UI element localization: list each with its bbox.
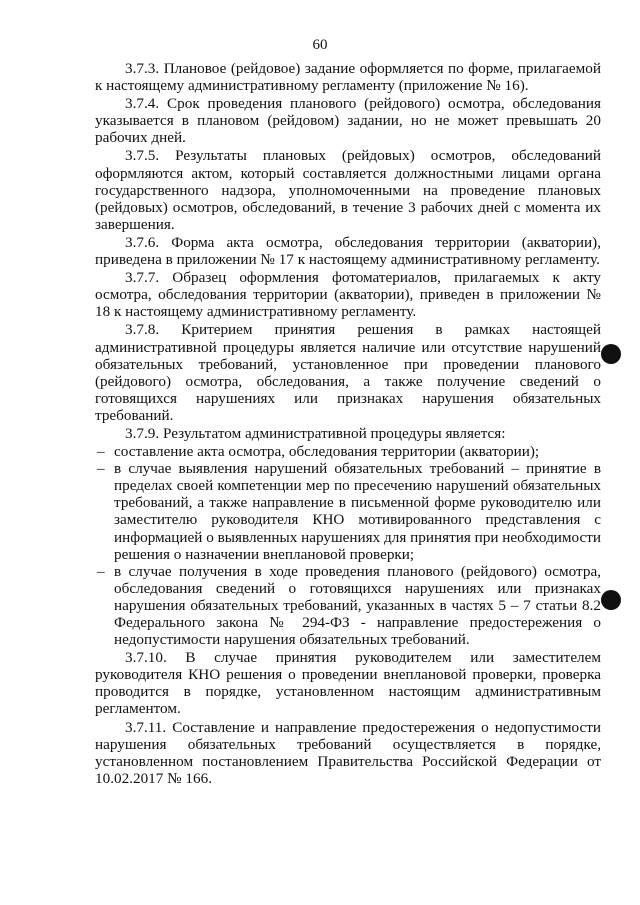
list-item: [95, 443, 601, 460]
list-item-text: в случае получения в ходе проведения планового (рейдового) осмотра, обследования сведений о готовящихся нарушениях или признаках нарушения обязательных требований, указанных в частях 5 – 7 статьи 8.2 Федерального закона № 294-ФЗ - направление предостережения о недопустимости нарушения обязательных требований.: [114, 562, 601, 649]
list-item-text: в случае выявления нарушений обязательных требований – принятие в пределах своей компетенции мер по пресечению нарушений обязательных требований, а также направление в письменной форме руководителю или заместителю руководителя КНО мотивированного представления с информацией о выявленных нарушениях для принятия при необходимости решения о назначении внеплановой проверки;: [114, 460, 602, 563]
paragraph-3-7-3: 3.7.3. Плановое (рейдовое) задание оформляется по форме, прилагаемой к настоящему административному регламенту (приложение № 16).: [95, 60, 601, 95]
page-number: 60: [312, 37, 328, 53]
dash-marker: –: [97, 460, 105, 478]
paragraph-3-7-5: 3.7.5. Результаты плановых (рейдовых) осмотров, обследований оформляются актом, который составляется должностными лицами органа государственного надзора, уполномоченными на проведение плановых (рейдовых) осмотров, обследований, в течение 3 рабочих дней с момента их завершения.: [95, 147, 601, 233]
paragraph-3-7-6: 3.7.6. Форма акта осмотра, обследования территории (акватории), приведена в приложении № 17 к настоящему административному регламенту.: [95, 233, 601, 269]
result-list: [95, 443, 601, 648]
paragraph-3-7-8: 3.7.8. Критерием принятия решения в рамках настоящей административной процедуры является наличие или отсутствие нарушений обязательных требований, установленное при проведении планового (рейдового) осмотра, обследования, а также получение сведений о готовящихся нарушениях или признаках нарушения обязательных требований.: [95, 321, 601, 424]
punch-hole-mark: [601, 344, 621, 364]
list-item-text: составление акта осмотра, обследования территории (акватории);: [114, 443, 540, 461]
paragraph-3-7-4: 3.7.4. Срок проведения планового (рейдового) осмотра, обследования указывается в плановом (рейдовом) задании, но не может превышать 20 рабочих дней.: [95, 95, 601, 147]
list-item: [95, 460, 601, 563]
paragraph-3-7-11: 3.7.11. Составление и направление предостережения о недопустимости нарушения обязательных требований осуществляется в порядке, установленном постановлением Правительства Российской Федерации от 10.02.2017 № 166.: [95, 718, 601, 787]
list-item: [95, 563, 601, 648]
paragraph-3-7-7: 3.7.7. Образец оформления фотоматериалов, прилагаемых к акту осмотра, обследования территории (акватории), приведен в приложении № 18 к настоящему административному регламенту.: [95, 269, 601, 321]
dash-marker: –: [97, 443, 105, 461]
paragraph-3-7-9: 3.7.9. Результатом административной процедуры является:: [125, 424, 506, 442]
punch-hole-mark: [601, 590, 621, 610]
dash-marker: –: [97, 562, 105, 580]
document-body: [95, 60, 601, 788]
paragraph-3-7-10: 3.7.10. В случае принятия руководителем или заместителем руководителя КНО решения о проведении внеплановой проверки, проверка проводится в порядке, установленном настоящим административным регламентом.: [95, 649, 601, 718]
